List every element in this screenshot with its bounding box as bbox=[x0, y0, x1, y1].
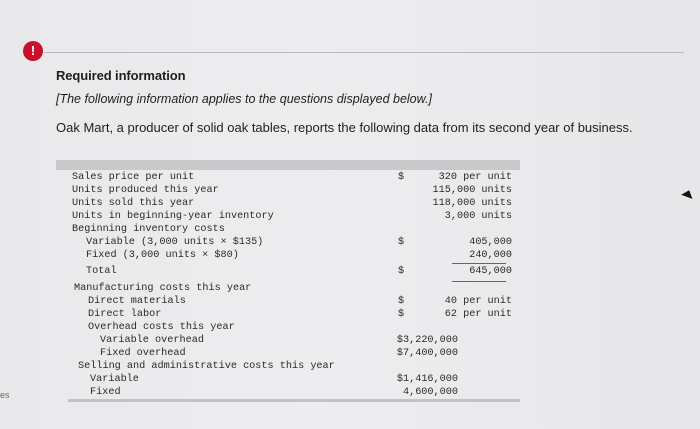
table-row bbox=[56, 309, 520, 321]
question-header bbox=[56, 68, 690, 135]
table-row bbox=[56, 237, 520, 249]
total-rule bbox=[452, 281, 506, 282]
row-value: 118,000 units bbox=[432, 198, 512, 209]
table-row bbox=[56, 250, 520, 262]
row-label: Fixed (3,000 units × $80) bbox=[86, 250, 239, 261]
row-value: 405,000 bbox=[469, 237, 512, 248]
row-value: 115,000 units bbox=[432, 185, 512, 196]
data-table bbox=[56, 160, 520, 402]
table-row bbox=[56, 283, 520, 295]
table-row bbox=[56, 348, 520, 360]
table-row bbox=[56, 296, 520, 308]
table-bottom-bar bbox=[68, 399, 520, 402]
row-label: Variable bbox=[90, 374, 139, 385]
table-row bbox=[56, 198, 520, 210]
row-value: 320 per unit bbox=[438, 172, 512, 183]
row-label: Units in beginning-year inventory bbox=[72, 211, 274, 222]
table-header-bar bbox=[56, 160, 520, 170]
row-value: $7,400,000 bbox=[396, 348, 458, 359]
row-label: Units sold this year bbox=[72, 198, 195, 209]
row-label: Variable overhead bbox=[100, 335, 204, 346]
row-label: Direct labor bbox=[88, 309, 162, 320]
divider bbox=[44, 52, 684, 53]
table-row bbox=[56, 266, 520, 278]
table-row bbox=[56, 224, 520, 236]
row-label: Units produced this year bbox=[72, 185, 219, 196]
row-value: $3,220,000 bbox=[396, 335, 458, 346]
row-label: Overhead costs this year bbox=[88, 322, 235, 333]
table-row bbox=[56, 335, 520, 347]
table-row bbox=[56, 374, 520, 386]
row-value: 62 per unit bbox=[444, 309, 512, 320]
row-value: 40 per unit bbox=[444, 296, 512, 307]
currency-symbol: $ bbox=[398, 296, 405, 307]
alert-icon: ! bbox=[23, 41, 43, 61]
edge-fragment: es bbox=[0, 390, 10, 400]
row-label: Direct materials bbox=[88, 296, 186, 307]
row-label: Fixed overhead bbox=[100, 348, 186, 359]
currency-symbol: $ bbox=[398, 266, 405, 277]
row-value: 3,000 units bbox=[444, 211, 512, 222]
mouse-cursor-icon bbox=[681, 188, 695, 199]
table-row bbox=[56, 387, 520, 399]
row-value: 240,000 bbox=[469, 250, 512, 261]
row-value: 4,600,000 bbox=[402, 387, 458, 398]
intro-text: Oak Mart, a producer of solid oak tables, reports the following data from its second year of business. bbox=[56, 120, 633, 135]
currency-symbol: $ bbox=[398, 309, 405, 320]
currency-symbol: $ bbox=[398, 172, 405, 183]
row-value: 645,000 bbox=[469, 266, 512, 277]
page-title: Required information bbox=[56, 68, 186, 83]
table-row bbox=[56, 172, 520, 184]
row-label: Fixed bbox=[90, 387, 121, 398]
row-label: Beginning inventory costs bbox=[72, 224, 225, 235]
info-note: [The following information applies to the questions displayed below.] bbox=[56, 92, 432, 106]
row-value: $1,416,000 bbox=[396, 374, 458, 385]
subtotal-rule bbox=[452, 263, 506, 264]
row-label: Manufacturing costs this year bbox=[74, 283, 252, 294]
row-label: Variable (3,000 units × $135) bbox=[86, 237, 264, 248]
row-label: Sales price per unit bbox=[72, 172, 195, 183]
table-row bbox=[56, 211, 520, 223]
table-row bbox=[56, 361, 520, 373]
table-row bbox=[56, 322, 520, 334]
row-label: Selling and administrative costs this year bbox=[78, 361, 335, 372]
table-row bbox=[56, 185, 520, 197]
currency-symbol: $ bbox=[398, 237, 405, 248]
row-label: Total bbox=[86, 266, 117, 277]
